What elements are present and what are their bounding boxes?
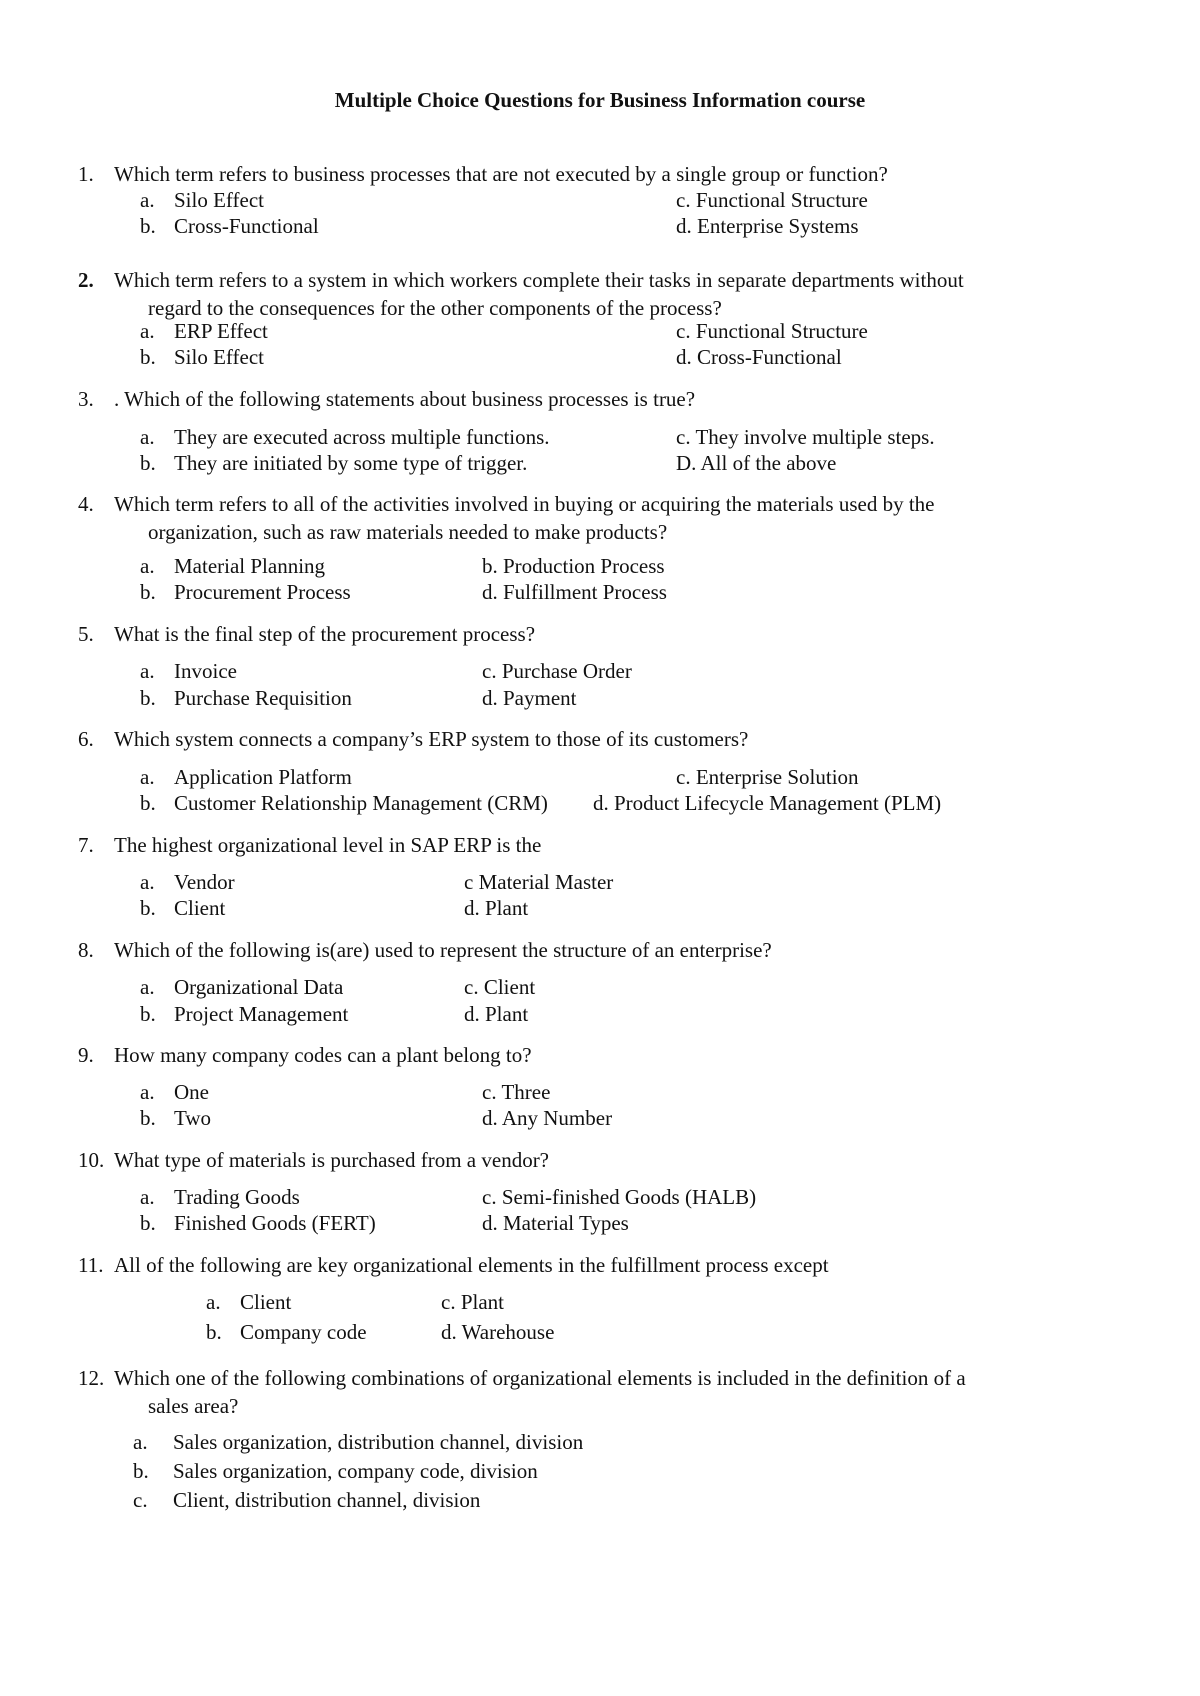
option-b: b. Sales organization, company code, division <box>133 1459 538 1483</box>
question-number: 3. <box>78 387 94 411</box>
option-c: c. Semi-finished Goods (HALB) <box>482 1185 757 1209</box>
question-6 <box>78 725 1118 753</box>
question-text: What type of materials is purchased from a vendor? <box>114 1148 550 1172</box>
option-c: c. Functional Structure <box>676 319 868 343</box>
question-text: Which term refers to business processes that are not executed by a single group or function? <box>114 162 888 186</box>
option-b2: b. Production Process <box>482 554 665 578</box>
question-number: 7. <box>78 833 94 857</box>
question-number: 1. <box>78 162 94 186</box>
option-a: a. Trading Goods <box>140 1185 300 1209</box>
option-d: d. Any Number <box>482 1106 613 1130</box>
question-7 <box>78 831 1118 859</box>
option-d: d. Enterprise Systems <box>676 214 859 238</box>
option-d: d. Fulfillment Process <box>482 580 667 604</box>
question-text: Which of the following is(are) used to represent the structure of an enterprise? <box>114 938 772 962</box>
option-d: d. Plant <box>464 1002 529 1026</box>
option-d: D. All of the above <box>676 451 837 475</box>
question-number: 10. <box>78 1148 105 1172</box>
question-number: 11. <box>78 1253 104 1277</box>
question-12 <box>78 1364 1118 1420</box>
option-d: d. Warehouse <box>441 1320 555 1344</box>
question-number: 12. <box>78 1366 105 1390</box>
question-8 <box>78 936 1118 964</box>
option-a: a. Client <box>206 1290 292 1314</box>
option-c: c. Enterprise Solution <box>676 765 859 789</box>
option-c: c. Three <box>482 1080 551 1104</box>
question-9 <box>78 1041 1118 1069</box>
question-5 <box>78 620 1118 648</box>
question-number: 8. <box>78 938 94 962</box>
option-c: c. Purchase Order <box>482 659 632 683</box>
option-a: a. ERP Effect <box>140 319 268 343</box>
question-text: Which system connects a company’s ERP system to those of its customers? <box>114 727 749 751</box>
option-c: c. Client, distribution channel, division <box>133 1488 481 1512</box>
question-text: What is the final step of the procurement process? <box>114 622 536 646</box>
option-b: b. Procurement Process <box>140 580 351 604</box>
option-c: c. Client <box>464 975 536 999</box>
question-1 <box>78 160 1118 188</box>
option-a: a. They are executed across multiple functions. <box>140 425 550 449</box>
option-c: c. They involve multiple steps. <box>676 425 935 449</box>
option-b: b. They are initiated by some type of trigger. <box>140 451 528 475</box>
option-d: d. Material Types <box>482 1211 629 1235</box>
question-number: 9. <box>78 1043 94 1067</box>
question-text: The highest organizational level in SAP ERP is the <box>114 833 542 857</box>
option-b: b. Purchase Requisition <box>140 686 352 710</box>
option-d: d. Payment <box>482 686 577 710</box>
option-b: b. Two <box>140 1106 212 1130</box>
question-text: Which term refers to a system in which workers complete their tasks in separate departments without regard to the consequences for the other components of the process? <box>114 268 964 320</box>
option-b: b. Finished Goods (FERT) <box>140 1211 376 1235</box>
option-a: a. Material Planning <box>140 554 326 578</box>
question-number: 2. <box>78 268 94 292</box>
option-b: b. Client <box>140 896 226 920</box>
option-a: a. Vendor <box>140 870 235 894</box>
question-text: All of the following are key organizational elements in the fulfillment process except <box>114 1253 829 1277</box>
option-a: a. One <box>140 1080 209 1104</box>
question-3 <box>78 385 1118 413</box>
option-c: c Material Master <box>464 870 614 894</box>
option-d: d. Plant <box>464 896 529 920</box>
question-number: 6. <box>78 727 94 751</box>
question-text: Which term refers to all of the activities involved in buying or acquiring the materials used by the organization, such as raw materials needed to make products? <box>114 492 935 544</box>
option-b: b. Cross-Functional <box>140 214 319 238</box>
option-a: a. Silo Effect <box>140 188 265 212</box>
option-c: c. Plant <box>441 1290 504 1314</box>
option-d: d. Product Lifecycle Management (PLM) <box>593 791 942 815</box>
option-a: a. Invoice <box>140 659 237 683</box>
question-11 <box>78 1251 1118 1279</box>
question-4 <box>78 490 1118 546</box>
question-text: . Which of the following statements about business processes is true? <box>114 387 696 411</box>
option-b: b. Silo Effect <box>140 345 265 369</box>
option-a: a. Application Platform <box>140 765 352 789</box>
option-a: a. Sales organization, distribution channel, division <box>133 1430 584 1454</box>
question-text: Which one of the following combinations of organizational elements is included in the definition of a sales area? <box>114 1366 966 1418</box>
option-d: d. Cross-Functional <box>676 345 842 369</box>
option-b: b. Company code <box>206 1320 367 1344</box>
option-c: c. Functional Structure <box>676 188 868 212</box>
question-text: How many company codes can a plant belong to? <box>114 1043 532 1067</box>
option-b: b. Project Management <box>140 1002 349 1026</box>
page-title: Multiple Choice Questions for Business Information course <box>334 88 866 112</box>
question-10 <box>78 1146 1118 1174</box>
question-number: 4. <box>78 492 94 516</box>
question-2 <box>78 266 1118 322</box>
question-number: 5. <box>78 622 94 646</box>
option-b: b. Customer Relationship Management (CRM) <box>140 791 548 815</box>
option-a: a. Organizational Data <box>140 975 344 999</box>
